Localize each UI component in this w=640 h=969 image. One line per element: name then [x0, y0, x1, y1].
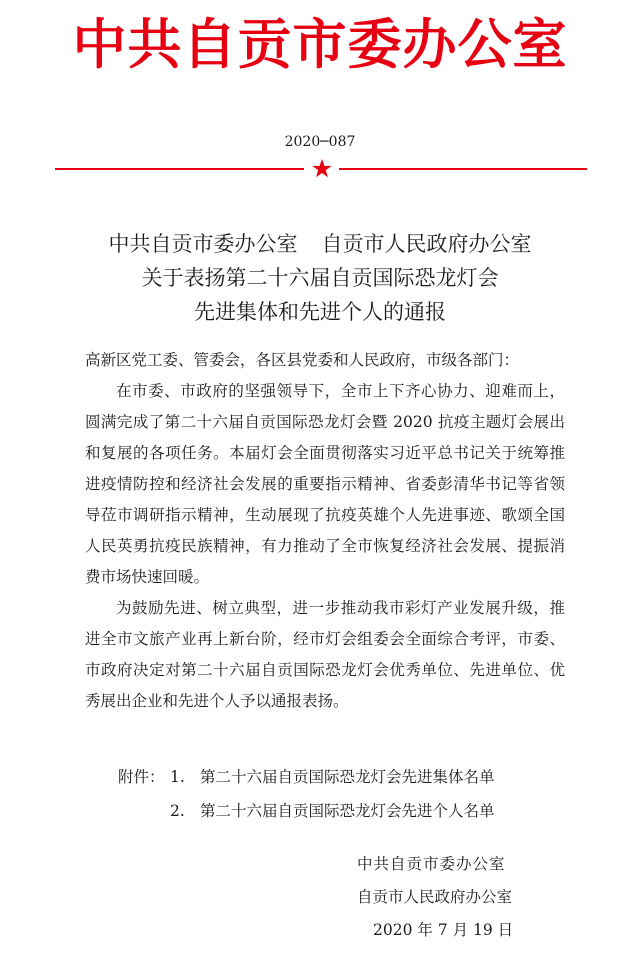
issue-date: 2020 年 7 月 19 日: [373, 921, 514, 939]
attachment-item: [118, 794, 495, 828]
attachment-title: 第二十六届自贡国际恐龙灯会先进集体名单: [200, 768, 495, 786]
attachments-list: [118, 760, 495, 828]
signature-government-office: 自贡市人民政府办公室: [357, 888, 513, 906]
letterhead-title: 中共自贡市委办公室: [72, 13, 568, 76]
attachments-label: 附件：: [118, 768, 165, 786]
signature-party-office: 中共自贡市委办公室: [357, 855, 506, 873]
attachment-number: 1.: [170, 768, 185, 786]
issuer-party-office: 中共自贡市委办公室: [108, 232, 298, 256]
title-line-topic: 先进集体和先进个人的通报: [194, 300, 446, 324]
attachment-number: 2.: [170, 802, 185, 820]
issuer-government-office: 自贡市人民政府办公室: [321, 232, 532, 256]
body-paragraph-2: 为鼓励先进、树立典型，进一步推动我市彩灯产业发展升级，推进全市文旅产业再上新台阶，经市灯会组委会全面综合考评，市委、市政府决定对第二十六届自贡国际恐龙灯会优秀单位、先进单位、优秀展出企业和先进个人予以通报表扬。: [85, 599, 565, 710]
red-star-icon: [311, 158, 333, 180]
salutation: 高新区党工委、管委会，各区县党委和人民政府，市级各部门：: [85, 351, 520, 369]
document-number: 2020─087: [284, 134, 356, 150]
attachment-item: [118, 760, 495, 794]
red-divider-left: [55, 168, 304, 170]
title-line-issuers: [0, 227, 640, 261]
red-divider-right: [339, 168, 587, 170]
title-line-subject: 关于表扬第二十六届自贡国际恐龙灯会: [141, 266, 499, 290]
signature-block: [351, 848, 551, 947]
body-paragraph-1: 在市委、市政府的坚强领导下，全市上下齐心协力、迎难而上，圆满完成了第二十六届自贡国际恐龙灯会暨 2020 抗疫主题灯会展出和复展的各项任务。本届灯会全面贯彻落实习近平总书记关于统筹推进疫情防控和经济社会发展的重要指示精神、省委彭清华书记等省领导莅市调研指示精神，生动展现了抗疫英雄个人先进事迹、歌颂全国人民英勇抗疫民族精神，有力推动了全市恢复经济社会发展、提振消费市场快速回暖。: [85, 382, 565, 586]
attachment-title: 第二十六届自贡国际恐龙灯会先进个人名单: [200, 802, 495, 820]
document-body: [85, 345, 565, 717]
document-title: [0, 227, 640, 329]
